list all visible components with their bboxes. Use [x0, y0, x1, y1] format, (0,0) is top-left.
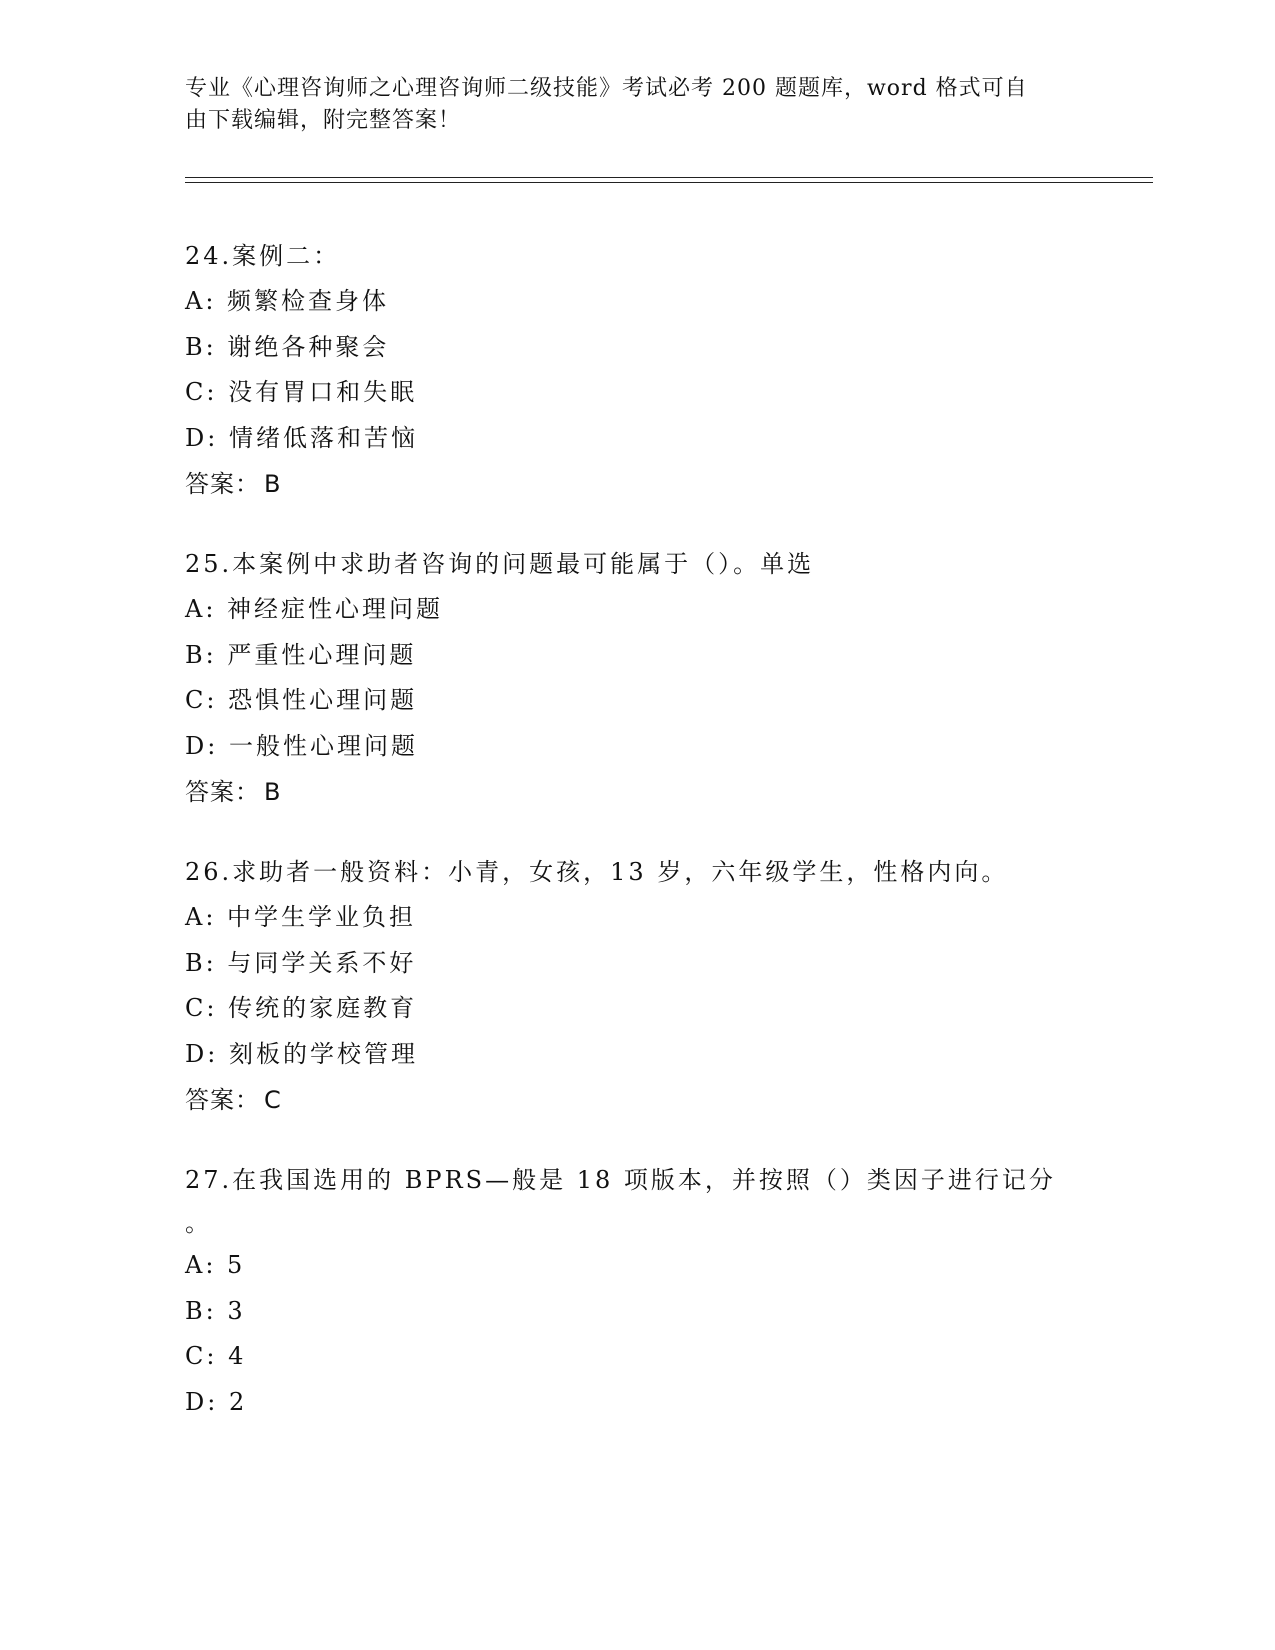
answer-label: 答案：	[185, 1086, 260, 1114]
option-a: A: 中学生学业负担	[185, 903, 417, 931]
question-27	[185, 1157, 1065, 1425]
document-header	[185, 73, 1065, 137]
question-stem: 24.案例二：	[185, 242, 341, 270]
answer-line	[185, 769, 1065, 815]
question-stem: 25.本案例中求助者咨询的问题最可能属于（）。单选	[185, 550, 815, 578]
question-stem-line-1: 27.在我国选用的 BPRS—般是 18 项版本，并按照（）类因子进行记分	[185, 1166, 1056, 1194]
header-line-2: 由下载编辑，附完整答案！	[185, 108, 462, 133]
option-b: B: 3	[185, 1296, 246, 1325]
answer-value: C	[264, 1086, 282, 1114]
question-stem-line-2: 。	[185, 1209, 212, 1237]
question-25	[185, 541, 1065, 815]
option-c: C: 没有胃口和失眠	[185, 378, 418, 406]
answer-value: B	[264, 778, 282, 806]
answer-label: 答案：	[185, 470, 260, 498]
option-a: A: 神经症性心理问题	[185, 595, 444, 623]
option-a: A: 5	[185, 1251, 246, 1279]
option-d: D: 一般性心理问题	[185, 731, 418, 760]
option-d: D: 2	[185, 1387, 248, 1416]
answer-label: 答案：	[185, 778, 260, 806]
header-line-1: 专业《心理咨询师之心理咨询师二级技能》考试必考 200 题题库，word 格式可自	[185, 76, 1028, 101]
header-divider-top	[185, 177, 1153, 178]
header-divider-bottom	[185, 182, 1153, 183]
option-a: A: 频繁检查身体	[185, 287, 390, 315]
option-c: C: 传统的家庭教育	[185, 994, 418, 1022]
option-d: D: 刻板的学校管理	[185, 1039, 418, 1068]
option-d: D: 情绪低落和苦恼	[185, 423, 418, 452]
option-b: B: 与同学关系不好	[185, 948, 417, 977]
answer-value: B	[264, 470, 282, 498]
option-b: B: 谢绝各种聚会	[185, 332, 390, 361]
answer-line	[185, 1077, 1065, 1123]
option-b: B: 严重性心理问题	[185, 640, 417, 669]
option-c: C: 恐惧性心理问题	[185, 686, 418, 714]
question-24	[185, 233, 1065, 507]
option-c: C: 4	[185, 1342, 247, 1370]
question-list	[185, 233, 1065, 1459]
answer-line	[185, 461, 1065, 507]
question-stem: 26.求助者一般资料：小青，女孩，13 岁，六年级学生，性格内向。	[185, 858, 1009, 886]
question-26	[185, 849, 1065, 1123]
